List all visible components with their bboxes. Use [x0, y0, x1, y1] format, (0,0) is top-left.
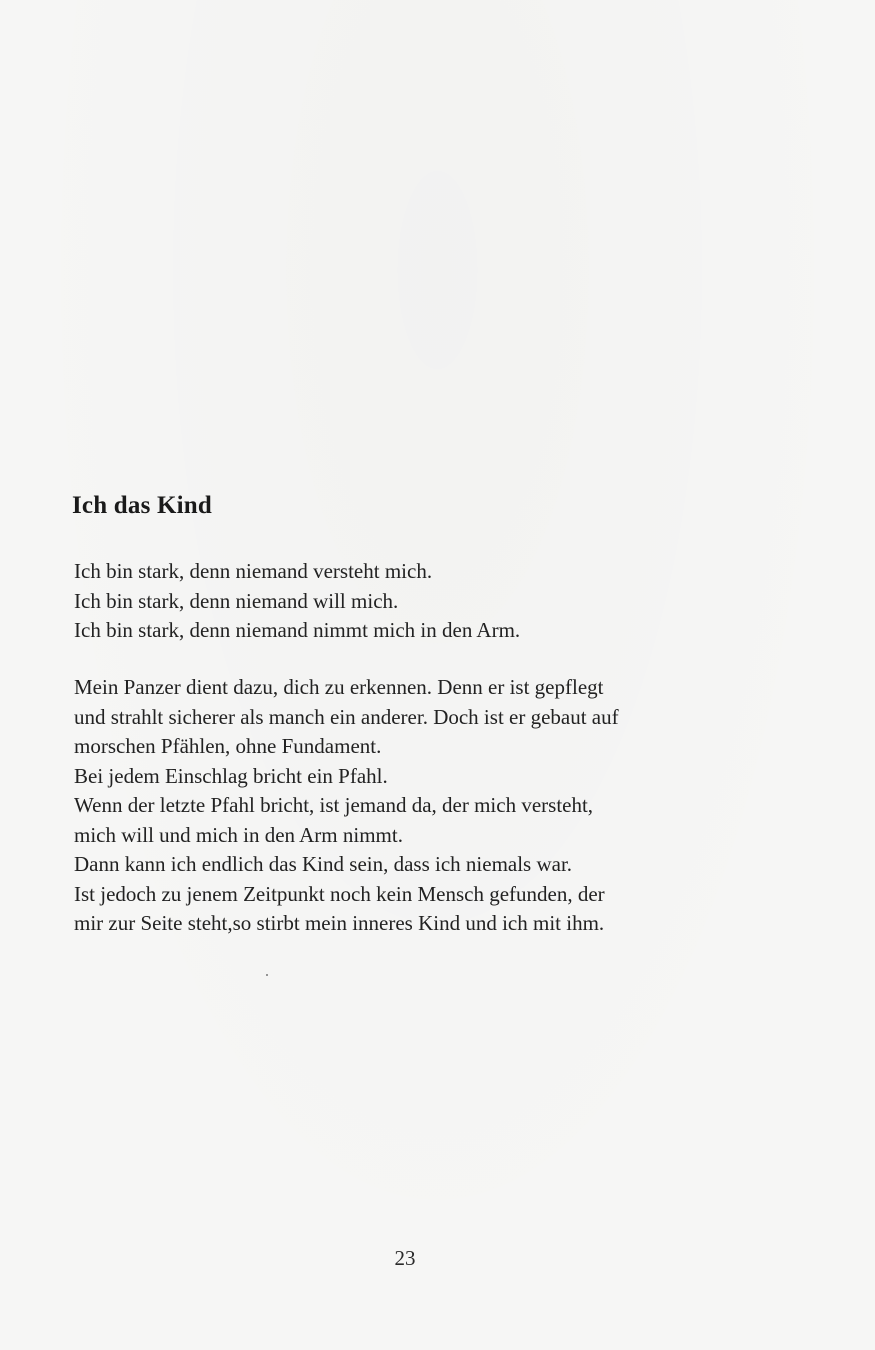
poem-line: Wenn der letzte Pfahl bricht, ist jemand da, der mich versteht, [74, 793, 594, 817]
poem-line: mir zur Seite steht,so stirbt mein inneres Kind und ich mit ihm. [74, 911, 605, 935]
poem-line: Ist jedoch zu jenem Zeitpunkt noch kein Mensch gefunden, der [74, 881, 605, 906]
print-speck [266, 974, 268, 976]
stanza-1 [74, 557, 520, 646]
page-number: 23 [394, 1246, 416, 1270]
stanza-2 [74, 673, 619, 939]
poem-line: Bei jedem Einschlag bricht ein Pfahl. [74, 763, 388, 788]
poem-line: Mein Panzer dient dazu, dich zu erkennen. Denn er ist gepflegt [74, 675, 604, 699]
poem-line: Ich bin stark, denn niemand versteht mich. [74, 559, 433, 583]
poem-line: morschen Pfählen, ohne Fundament. [74, 734, 382, 758]
poem-line: Dann kann ich endlich das Kind sein, dass ich niemals war. [74, 852, 573, 876]
poem-line: und strahlt sicherer als manch ein anderer. Doch ist er gebaut auf [74, 704, 619, 729]
poem-line: mich will und mich in den Arm nimmt. [74, 822, 403, 847]
poem-line: Ich bin stark, denn niemand nimmt mich in den Arm. [74, 618, 521, 642]
poem-line: Ich bin stark, denn niemand will mich. [74, 588, 399, 613]
poem-title: Ich das Kind [72, 492, 212, 519]
